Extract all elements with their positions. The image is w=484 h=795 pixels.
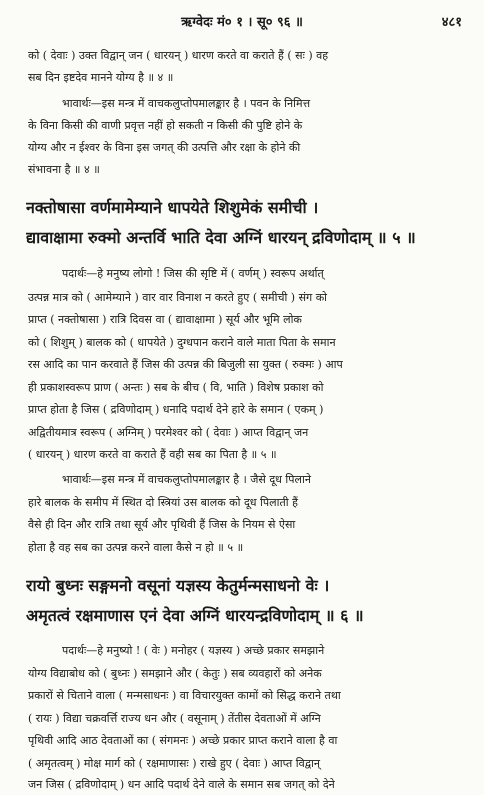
running-header: ऋग्वेदः मं० १ । सू० ९६ ॥ (181, 15, 303, 30)
bhavartha-line: भावार्थः—इस मन्त्र में वाचकलुप्तोपमालङ्कार है । जैसे दूध पिलाने (62, 473, 311, 486)
text-line: रस आदि का पान करवाते हैं जिस की उत्पन्न की बिजुली सा युक्त ( रुक्मः ) आप (28, 358, 343, 371)
mantra-line: अमृतत्वं रक्षमाणास एनं देवा अग्निं धारयन्द्रविणोदाम् ॥ ६ ॥ (26, 606, 364, 625)
text-line: ( अमृतत्वम् ) मोक्ष मार्ग को ( रक्षमाणासः ) राखे हुए ( देवाः ) आप्त विद्वान् (28, 757, 321, 770)
text-line: प्राप्त ( नक्तोषासा ) रात्रि दिवस वा ( द्यावाक्षामा ) सूर्य और भूमि लोक (28, 313, 302, 326)
text-line: होता है वह सब का उत्पन्न करने वाला कैसे न हो ॥ ५ ॥ (28, 541, 244, 554)
text-line: को ( देवाः ) उक्त विद्वान् जन ( धारयन् ) धारण करते वा कराते हैं ( सः ) वह (28, 49, 329, 62)
text-line: प्राप्त होता है जिस ( द्रविणोदाम् ) धनादि पदार्थ देने हारे के समान ( एकम् ) (28, 403, 324, 416)
text-line: अद्वितीयमात्र स्वरूप ( अग्निम् ) परमेश्वर को ( देवाः ) आप्त विद्वान् जन (28, 426, 309, 439)
text-line: योग्य विद्याबोध को ( बुध्नः ) समझाने और ( केतुः ) सब व्यवहारों को अनेक (28, 667, 322, 680)
text-line: ( रायः ) विद्या चक्रवर्त्ति राज्य धन और ( वसूनाम् ) तेंतीस देवताओं में अग्नि (28, 712, 321, 725)
text-line: को ( शिशुम् ) बालक को ( धापयेते ) दुग्धपान कराने वाले माता पिता के समान (28, 336, 336, 349)
text-line: प्रकारों से चिताने वाला ( मन्मसाधनः ) वा विचारयुक्त कामों को सिद्ध कराने तथा (28, 689, 341, 702)
padartha-line: पदार्थः—हे मनुष्य लोगो ! जिस की सृष्टि में ( वर्णम् ) स्वरूप अर्थात् (62, 267, 324, 280)
text-line: संभावना है ॥ ४ ॥ (28, 163, 100, 176)
text-line: के विना किसी की वाणी प्रवृत्त नहीं हो सकती न किसी की पुष्टि होने के (28, 119, 303, 132)
text-line: सब दिन इष्टदेव मानने योग्य है ॥ ४ ॥ (28, 71, 174, 84)
bhavartha-line: भावार्थः—इस मन्त्र में वाचकलुप्तोपमालङ्कार है । पवन के निमित्त (62, 97, 311, 110)
text-line: जन जिस ( द्रविणोदाम् ) धन आदि पदार्थ देने वाले के समान सब जगत् को देने (28, 778, 335, 791)
page-number: ४८१ (441, 15, 462, 30)
page-header (0, 10, 484, 34)
text-line: वैसे ही दिन और रात्रि तथा सूर्य और पृथिवी हैं जिस के नियम से ऐसा (28, 518, 296, 531)
text-line: ( धारयन् ) धारण करते वा कराते हैं वही सब का पिता है ॥ ५ ॥ (28, 448, 277, 461)
text-line: ही प्रकाशस्वरूप प्राण ( अन्तः ) सब के बीच ( वि, भाति ) विशेष प्रकाश को (28, 381, 324, 394)
padartha-line: पदार्थः—हे मनुष्यो ! ( वेः ) मनोहर ( यज्ञस्य ) अच्छे प्रकार समझाने (62, 644, 325, 657)
text-line: उत्पन्न मात्र को ( आमेम्याने ) वार वार विनाश न करते हुए ( समीची ) संग को (28, 291, 328, 304)
mantra-line: रायो बुध्नः सङ्गमनो वसूनां यज्ञस्य केतुर्मन्मसाधनो वेः । (26, 576, 330, 595)
text-line: योग्य और न ईश्वर के विना इस जगत् की उत्पत्ति और रक्षा के होने की (28, 141, 301, 154)
mantra-line: द्यावाक्षामा रुक्मो अन्तर्वि भाति देवा अग्निं धारयन् द्रविणोदाम् ॥ ५ ॥ (26, 228, 416, 247)
text-line: हारे बालक के समीप में स्थित दो स्त्रियां उस बालक को दूध पिलाती हैं (28, 496, 298, 509)
text-line: पृथिवी आदि आठ देवताओं का ( संगमनः ) अच्छे प्रकार प्राप्त कराने वाला है वा (28, 734, 338, 747)
mantra-line: नक्तोषासा वर्णमामेम्याने धापयेते शिशुमेकं समीची । (26, 198, 319, 217)
